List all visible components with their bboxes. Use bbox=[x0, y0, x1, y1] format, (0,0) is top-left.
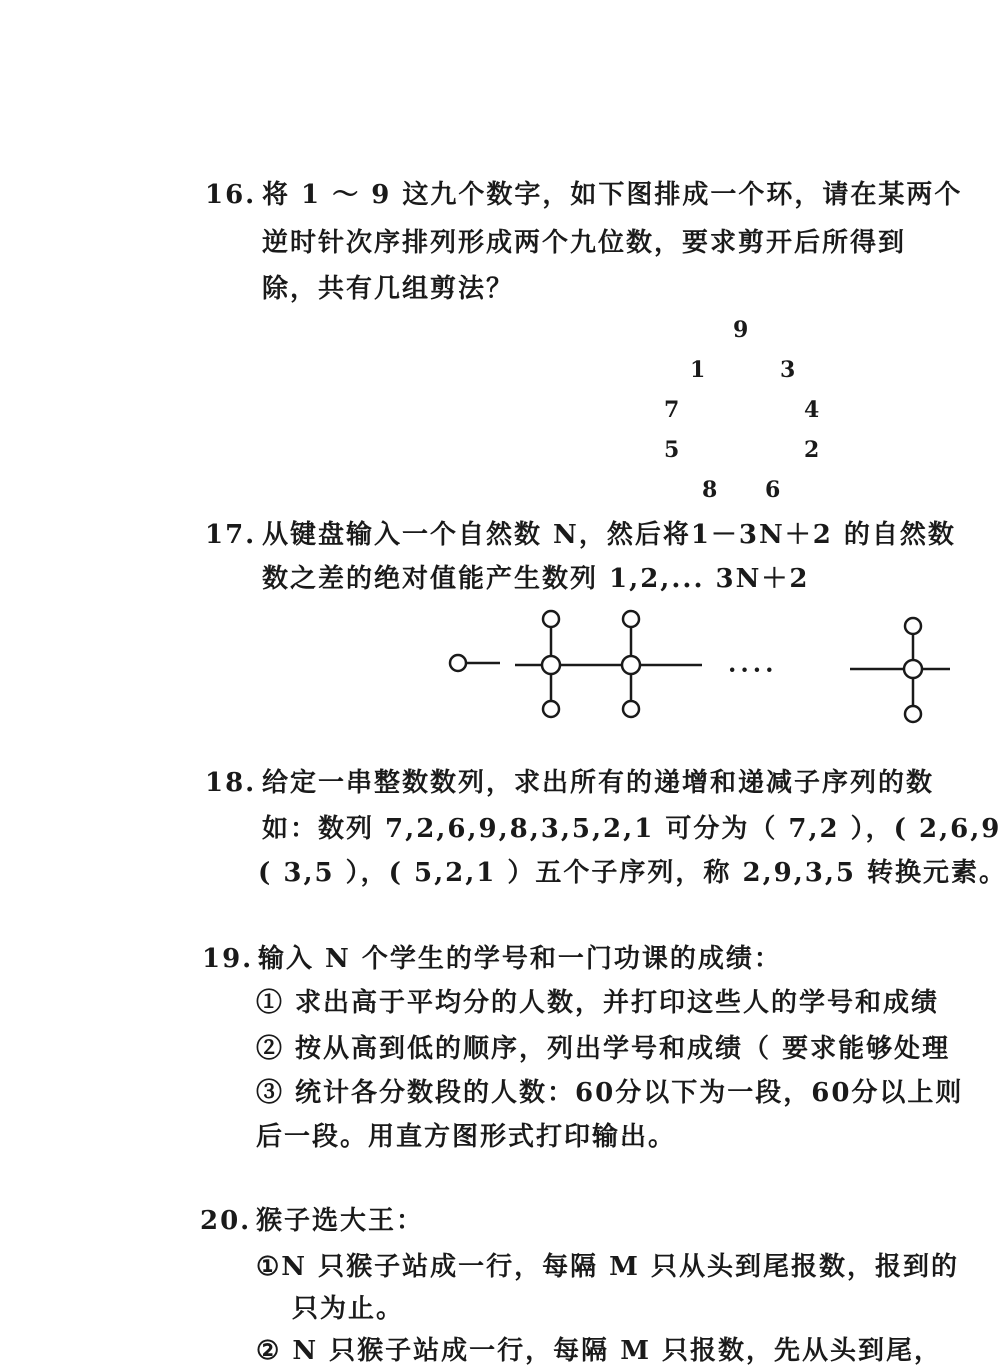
problem-19-item-1: ① 求出高于平均分的人数，并打印这些人的学号和成绩 bbox=[256, 988, 940, 1018]
problem-18-number: 18. bbox=[205, 768, 257, 798]
problem-20-number: 20. bbox=[200, 1206, 252, 1236]
problem-16-line-2: 逆时针次序排列形成两个九位数，要求剪开后所得到 bbox=[262, 228, 907, 258]
ring-number: 1 bbox=[690, 357, 706, 383]
graph-node bbox=[543, 611, 559, 627]
problem-20-line-1: 猴子选大王： bbox=[256, 1206, 425, 1236]
problem-20-line-3: 只为止。 bbox=[292, 1294, 405, 1324]
problem-17-number: 17. bbox=[205, 520, 257, 550]
ring-number: 9 bbox=[733, 317, 749, 343]
graph-node bbox=[450, 655, 466, 671]
graph-node bbox=[543, 701, 559, 717]
ring-number: 2 bbox=[804, 437, 820, 463]
problem-17-line-1: 从键盘输入一个自然数 N，然后将1－3N＋2 的自然数 bbox=[262, 520, 956, 550]
graph-node bbox=[622, 656, 640, 674]
problem-19-line-5: 后一段。用直方图形式打印输出。 bbox=[256, 1122, 677, 1152]
graph-node bbox=[905, 706, 921, 722]
ring-number: 4 bbox=[804, 397, 820, 423]
graph-node bbox=[904, 660, 922, 678]
problem-19-line-1: 输入 N 个学生的学号和一门功课的成绩： bbox=[258, 944, 782, 974]
graph-node bbox=[623, 611, 639, 627]
problem-18-line-2: 如：数列 7,2,6,9,8,3,5,2,1 可分为（ 7,2 ），( 2,6,9 bbox=[262, 814, 1002, 844]
problem-19-item-3: ③ 统计各分数段的人数：60分以下为一段，60分以上则 bbox=[256, 1078, 964, 1108]
ring-number: 3 bbox=[780, 357, 796, 383]
problem-18-line-3: ( 3,5 ），( 5,2,1 ）五个子序列，称 2,9,3,5 转换元素。 bbox=[258, 858, 1007, 888]
problem-19-item-2: ② 按从高到低的顺序，列出学号和成绩（ 要求能够处理 bbox=[256, 1034, 951, 1064]
diagram-ellipsis: ···· bbox=[728, 655, 778, 684]
ring-number: 5 bbox=[664, 437, 680, 463]
graph-node bbox=[905, 618, 921, 634]
problem-19-number: 19. bbox=[202, 944, 254, 974]
problem-20-item-2: ② N 只猴子站成一行，每隔 M 只报数，先从头到尾， bbox=[256, 1336, 943, 1366]
graph-node bbox=[623, 701, 639, 717]
problem-16-number: 16. bbox=[205, 180, 257, 210]
ring-number: 6 bbox=[765, 477, 781, 503]
problem-18-line-1: 给定一串整数数列，求出所有的递增和递减子序列的数 bbox=[262, 768, 935, 798]
problem-16-line-3: 除，共有几组剪法？ bbox=[262, 274, 515, 304]
problem-20-item-1: ①N 只猴子站成一行，每隔 M 只从头到尾报数，报到的 bbox=[256, 1252, 960, 1282]
ring-number: 8 bbox=[702, 477, 718, 503]
graph-node bbox=[542, 656, 560, 674]
problem-16-line-1: 将 1 ～ 9 这九个数字，如下图排成一个环，请在某两个 bbox=[262, 180, 963, 210]
ring-number: 7 bbox=[664, 397, 680, 423]
problem-17-line-2: 数之差的绝对值能产生数列 1,2,... 3N＋2 bbox=[262, 564, 810, 594]
